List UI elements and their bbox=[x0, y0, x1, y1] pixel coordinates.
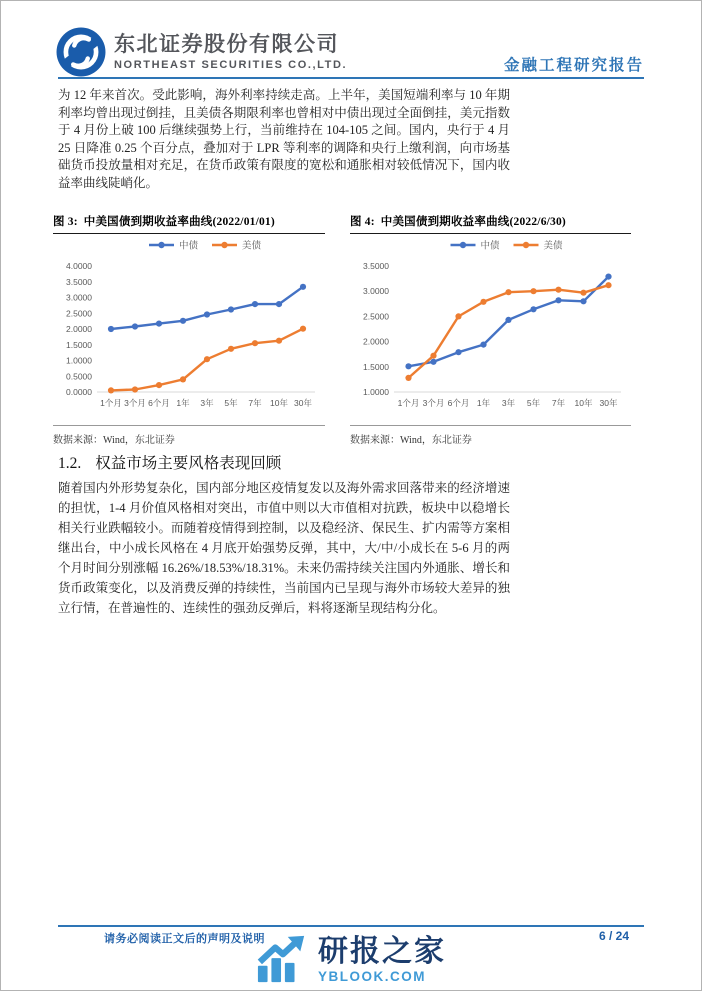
svg-text:1年: 1年 bbox=[476, 398, 491, 408]
svg-text:7年: 7年 bbox=[248, 398, 262, 408]
svg-text:中债: 中债 bbox=[179, 240, 199, 252]
svg-text:3个月: 3个月 bbox=[422, 398, 445, 408]
company-name-block bbox=[114, 33, 347, 71]
footer-disclaimer: 请务必阅读正文后的声明及说明 bbox=[104, 933, 265, 945]
header bbox=[56, 27, 347, 77]
svg-text:3年: 3年 bbox=[501, 398, 516, 408]
figure-3-source: 数据来源：Wind，东北证券 bbox=[53, 425, 325, 446]
svg-text:1个月: 1个月 bbox=[397, 398, 420, 408]
svg-text:3.0000: 3.0000 bbox=[363, 286, 389, 297]
svg-text:3年: 3年 bbox=[200, 398, 214, 408]
body-paragraph-1: 为 12 年来首次。受此影响，海外利率持续走高。上半年，美国短端利率与 10 年期利率均曾出现过倒挂，且美债各期限利率也曾相对中债出现过全面倒挂，美元指数于 4 月份上破 100 后继续强势上行，当前维持在 104-105 之间。国内，央行于 4 月 25 日降准 0.25 个百分点，叠加对于 LPR 等利率的调降和央行上缴利润，向市场基础货币投放量相对充足，在货币政策有限度的宽松和通胀相对较低情况下，国内收益率曲线陡峭化。 bbox=[58, 88, 510, 190]
svg-text:2.5000: 2.5000 bbox=[363, 311, 389, 322]
svg-text:3.0000: 3.0000 bbox=[66, 292, 92, 303]
svg-text:2.0000: 2.0000 bbox=[66, 324, 92, 334]
figure-3-title bbox=[53, 213, 325, 234]
svg-text:3.5000: 3.5000 bbox=[66, 276, 92, 287]
figure-4 bbox=[350, 213, 631, 446]
svg-text:1.5000: 1.5000 bbox=[66, 339, 92, 350]
section-number: 1.2. bbox=[58, 455, 82, 472]
section-title: 权益市场主要风格表现回顾 bbox=[95, 455, 282, 472]
svg-text:7年: 7年 bbox=[551, 398, 566, 408]
section-heading-1-2 bbox=[58, 451, 281, 473]
svg-text:6个月: 6个月 bbox=[447, 398, 470, 408]
report-type-label: 金融工程研究报告 bbox=[503, 57, 644, 74]
figure-4-label: 图 4: bbox=[350, 216, 375, 228]
svg-text:3个月: 3个月 bbox=[124, 398, 146, 408]
svg-text:3.5000: 3.5000 bbox=[363, 261, 389, 271]
watermark bbox=[1, 935, 701, 985]
figure-4-source: 数据来源：Wind，东北证券 bbox=[350, 425, 631, 446]
svg-text:1.0000: 1.0000 bbox=[363, 387, 389, 397]
svg-text:0.5000: 0.5000 bbox=[66, 371, 92, 382]
page-number: 6 / 24 bbox=[598, 929, 629, 943]
company-name-cn: 东北证券股份有限公司 bbox=[114, 32, 339, 56]
svg-text:美债: 美债 bbox=[543, 240, 563, 252]
svg-text:2.0000: 2.0000 bbox=[363, 336, 389, 347]
watermark-site-name: 研报之家 bbox=[318, 934, 446, 968]
svg-text:30年: 30年 bbox=[599, 398, 618, 408]
company-name-en: NORTHEAST SECURITIES CO.,LTD. bbox=[114, 59, 348, 72]
svg-text:5年: 5年 bbox=[224, 398, 238, 408]
svg-text:中债: 中债 bbox=[480, 240, 500, 252]
body-paragraph-2: 随着国内外形势复杂化，国内部分地区疫情复发以及海外需求回落带来的经济增速的担忧，1-4 月价值风格相对突出，市值中则以大市值相对抗跌，板块中以稳增长相关行业跌幅较小。而随着疫情得到控制，以及稳经济、保民生、扩内需等方案相继出台，中小成长风格在 4 月底开始强势反弹，其中，大/中/小成长在 5-6 月的两个月时间分别涨幅 16.26%/18.53%/18.31%。未来仍需持续关注国内外通胀、增长和货币政策变化，以及消费反弹的持续性，当前国内已呈现与海外市场较大差异的独立行情，在普遍性的、连续性的强劲反弹后，料将逐渐呈现结构分化。 bbox=[58, 481, 510, 615]
svg-text:1年: 1年 bbox=[176, 398, 190, 408]
svg-text:10年: 10年 bbox=[574, 398, 593, 408]
svg-text:10年: 10年 bbox=[270, 398, 288, 408]
svg-text:美债: 美债 bbox=[242, 240, 262, 252]
svg-text:5年: 5年 bbox=[526, 398, 541, 408]
svg-text:1个月: 1个月 bbox=[100, 398, 122, 408]
watermark-text-block bbox=[318, 934, 446, 984]
watermark-site-domain: YBLOOK.COM bbox=[318, 968, 426, 984]
figure-4-chart bbox=[350, 236, 631, 423]
svg-text:2.5000: 2.5000 bbox=[66, 308, 92, 319]
figure-3-label: 图 3: bbox=[53, 216, 78, 228]
svg-text:0.0000: 0.0000 bbox=[66, 387, 92, 397]
svg-text:6个月: 6个月 bbox=[148, 398, 170, 408]
svg-text:30年: 30年 bbox=[294, 398, 312, 408]
svg-text:4.0000: 4.0000 bbox=[66, 261, 92, 271]
figure-3-title-text: 中美国债到期收益率曲线(2022/01/01) bbox=[83, 216, 275, 228]
figure-4-title bbox=[350, 213, 631, 234]
header-divider bbox=[58, 77, 644, 79]
watermark-chart-icon bbox=[256, 935, 308, 985]
footer-divider bbox=[58, 925, 644, 927]
figure-3-chart bbox=[53, 236, 325, 423]
svg-text:1.0000: 1.0000 bbox=[66, 355, 92, 366]
figure-3 bbox=[53, 213, 325, 446]
svg-text:1.5000: 1.5000 bbox=[363, 361, 389, 372]
figure-4-title-text: 中美国债到期收益率曲线(2022/6/30) bbox=[380, 216, 566, 228]
company-logo-icon bbox=[56, 27, 106, 77]
